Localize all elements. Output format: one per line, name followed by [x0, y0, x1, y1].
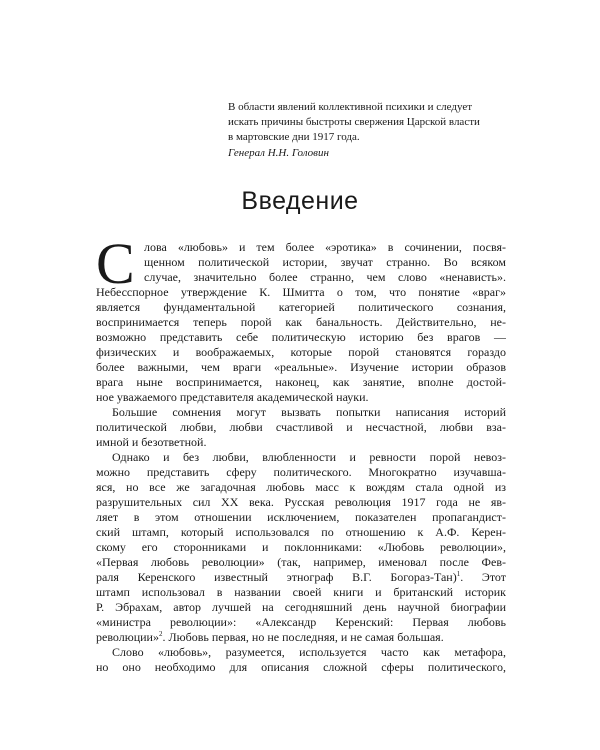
- text-line: имной и безответной.: [96, 435, 207, 449]
- body-text: [96, 231, 506, 675]
- footnote-ref[interactable]: 2: [158, 630, 163, 638]
- epigraph: [228, 100, 506, 161]
- text-line: скому его сторонниками и поклонниками: «Любовь революции»,: [96, 540, 506, 554]
- text-line: возможно представить себе политическую историю без врагов —: [96, 330, 506, 344]
- text-line: [96, 630, 506, 645]
- text-line: ский штамп, который использовался по отношению к А.Ф. Керен-: [96, 525, 506, 539]
- text-line: «Первая любовь революции» (так, например, именовал после Фев-: [96, 555, 506, 569]
- text-line: можно представить сферу политического. Многократно изучавша-: [96, 465, 506, 479]
- text-line: ляет в этом отношении исключением, показателен пропагандист-: [96, 510, 506, 524]
- text-line: [96, 570, 506, 585]
- chapter-title: Введение: [241, 186, 359, 215]
- epigraph-author: Генерал Н.Н. Головин: [228, 147, 329, 159]
- drop-cap: С: [96, 231, 135, 296]
- text-line: Большие сомнения могут вызвать попытки написания историй: [112, 405, 506, 419]
- text-segment: революции»: [96, 630, 159, 644]
- text-line: «министра революции»: «Александр Керенский: Первая любовь: [96, 615, 506, 629]
- text-segment: . Этот: [460, 570, 506, 584]
- text-line: разрушительных сил XX века. Русская революция 1917 года не яв-: [96, 495, 506, 509]
- text-line: штамп использовал в названии своей книги и британский историк: [96, 585, 506, 599]
- text-line: врага ныне воспринимается, наконец, как занятие, вполне достой-: [96, 375, 506, 389]
- text-line: случае, значительно более странно, чем слово «ненависть».: [144, 270, 506, 284]
- text-line: но оно необходимо для описания сложной сферы политического,: [96, 660, 506, 674]
- footnote-ref[interactable]: 1: [456, 570, 461, 578]
- text-line: является фундаментальной категорией политического сознания,: [96, 300, 506, 314]
- epigraph-line: искать причины быстроты свержения Царской власти: [228, 116, 480, 128]
- epigraph-line: В области явлений коллективной психики и следует: [228, 101, 473, 113]
- text-line: политической любви, любви счастливой и несчастной, любви вза-: [96, 420, 506, 434]
- text-line: Р. Эбрахам, автор лучшей на сегодняшний день научной биографии: [96, 600, 506, 614]
- text-line: воспринимается теперь порой как банальность. Действительно, не-: [96, 315, 506, 329]
- text-line: щенном политической истории, звучат странно. Во всяком: [144, 255, 506, 269]
- text-line: более важными, чем враги «реальные». Изучение истории образов: [96, 360, 506, 374]
- text-line: лова «любовь» и тем более «эротика» в сочинении, посвя-: [144, 240, 506, 254]
- text-segment: . Любовь первая, но не последняя, и не самая большая.: [162, 630, 444, 644]
- text-line: физических и воображаемых, которые порой становятся гораздо: [96, 345, 506, 359]
- text-line: Слово «любовь», разумеется, используется часто как метафора,: [112, 645, 506, 659]
- epigraph-line: в мартовские дни 1917 года.: [228, 131, 360, 143]
- text-line: ное уважаемого представителя академической науки.: [96, 390, 369, 404]
- text-line: яся, но все же загадочная любовь масс к вождям стала одной из: [96, 480, 506, 494]
- text-line: Небесспорное утверждение К. Шмитта о том, что понятие «враг»: [96, 285, 506, 299]
- text-segment: раля Керенского известный этнограф В.Г. Богораз-Тан): [96, 570, 457, 584]
- text-line: Однако и без любви, влюбленности и ревности порой невоз-: [112, 450, 506, 464]
